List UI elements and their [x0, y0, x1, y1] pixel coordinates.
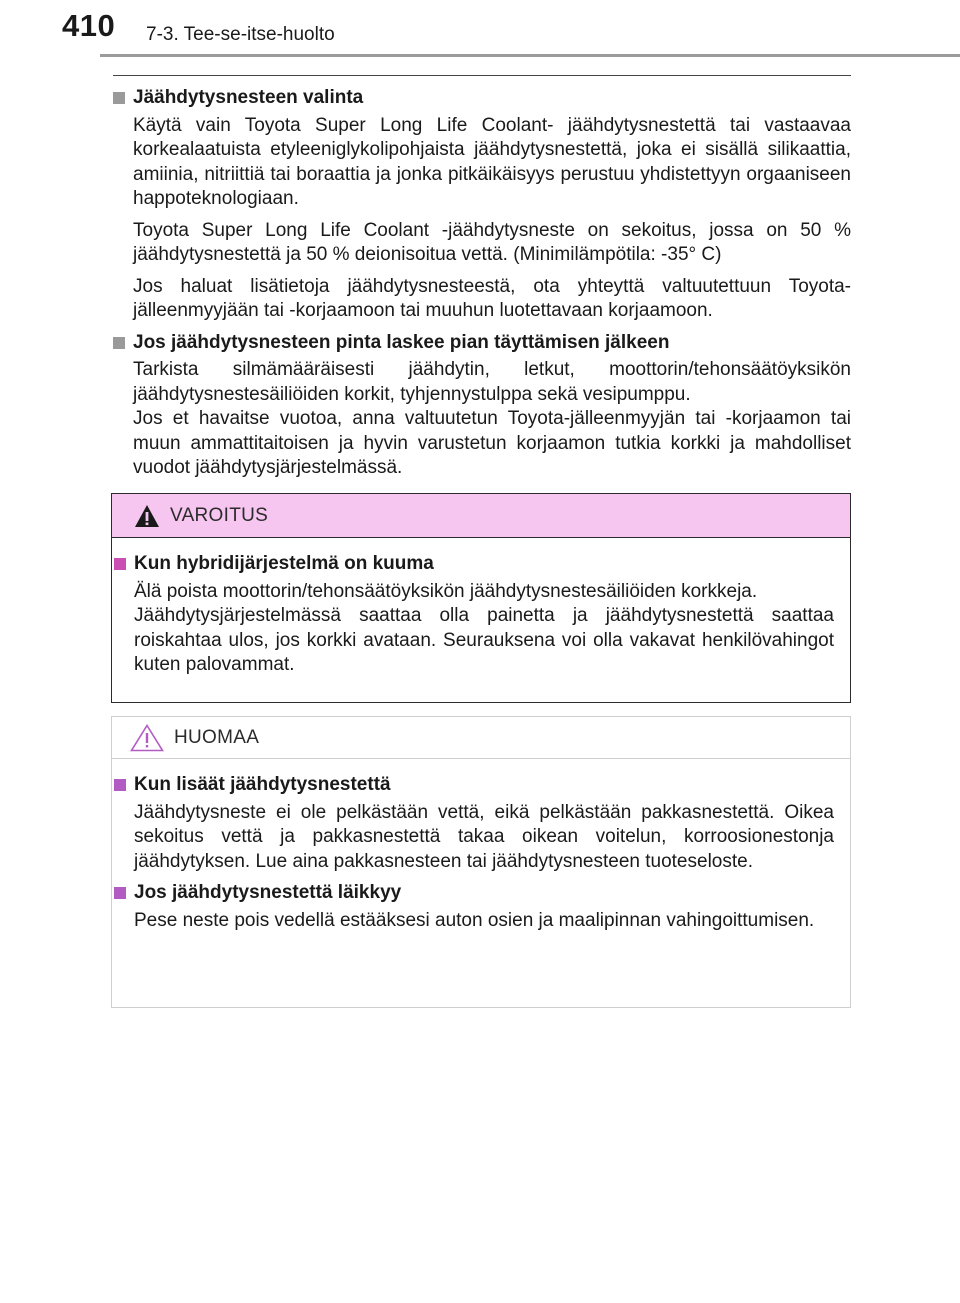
subheading-text: Jäähdytysnesteen valinta — [133, 87, 364, 108]
page-number: 410 — [62, 8, 116, 43]
paragraph: Toyota Super Long Life Coolant -jäähdytysneste on sekoitus, jossa on 50 % jäähdytysnestettä ja 50 % deionisoitua vettä. (Minimilämpötila: -35° C) — [133, 219, 851, 265]
top-rule — [113, 75, 851, 76]
warning-body — [112, 538, 850, 678]
square-bullet-icon — [114, 887, 126, 899]
notice-triangle-icon — [130, 724, 164, 752]
subheading — [114, 552, 834, 577]
paragraph: Jäähdytysjärjestelmässä saattaa olla painetta ja jäähdytysnestettä saattaa roiskahtaa ulos, jos korkki avataan. Seurauksena voi olla vakavat henkilövahingot kuten palovammat. — [134, 605, 834, 675]
notice-box — [111, 716, 851, 1008]
notice-header — [112, 717, 850, 759]
subheading-text: Kun lisäät jäähdytysnestettä — [134, 774, 391, 795]
square-bullet-icon — [114, 558, 126, 570]
paragraph: Käytä vain Toyota Super Long Life Coolant- jäähdytysnestettä tai vastaavaa korkealaatuista etyleeniglykolipohjaista jäähdytysnestettä, joka ei sisällä silikaattia, amiinia, nitriittiä tai boraattia ja jonka pitkäikäisyys perustuu yhdistettyyn orgaaniseen happoteknologiaan. — [133, 114, 851, 209]
notice-body — [112, 759, 850, 933]
paragraph: Jos et havaitse vuotoa, anna valtuutetun Toyota-jälleenmyyjän tai -korjaamon tai muun ammattitaitoisen ja hyvin varustetun korjaamon tutkia korkki ja mahdolliset vuodot jäähdytysjärjestelmässä. — [133, 408, 851, 478]
subheading — [114, 773, 834, 798]
main-content — [113, 86, 851, 488]
square-bullet-icon — [113, 337, 125, 349]
notice-title: HUOMAA — [174, 726, 260, 748]
subheading-text: Jos jäähdytysnesteen pinta laskee pian täyttämisen jälkeen — [133, 331, 670, 353]
warning-box — [111, 493, 851, 703]
paragraph: Jos haluat lisätietoja jäähdytysnesteestä, ota yhteyttä valtuutettuun Toyota-jälleenmyyjään tai -korjaamoon tai muuhun luotettavaan korjaamoon. — [133, 275, 851, 321]
paragraph: Älä poista moottorin/tehonsäätöyksikön jäähdytysnestesäiliöiden korkkeja. — [134, 580, 758, 602]
warning-triangle-icon — [134, 504, 160, 528]
warning-header — [112, 494, 850, 538]
warning-title: VAROITUS — [170, 504, 269, 526]
paragraph: Jäähdytysneste ei ole pelkästään vettä, eikä pelkästään pakkasnestettä. Oikea sekoitus vettä ja pakkasnestettä takaa oikean voitelun, korroosionestonja jäähdytyksen. Lue aina pakkasnesteen tai jäähdytysnesteen tuoteseloste. — [134, 801, 834, 872]
subheading — [113, 331, 851, 356]
paragraph: Tarkista silmämääräisesti jäähdytin, letkut, moottorin/tehonsäätöyksikön jäähdytysnestesäiliöiden korkit, tyhjennystulppa sekä vesipumppu. — [133, 359, 851, 405]
square-bullet-icon — [114, 779, 126, 791]
subheading-text: Jos jäähdytysnestettä läikkyy — [134, 882, 402, 903]
section-title: 7-3. Tee-se-itse-huolto — [146, 24, 335, 45]
paragraph: Pese neste pois vedellä estääksesi auton osien ja maalipinnan vahingoittumisen. — [134, 909, 815, 931]
subheading-text: Kun hybridijärjestelmä on kuuma — [134, 553, 434, 574]
subheading — [114, 881, 834, 906]
subheading — [113, 86, 851, 111]
square-bullet-icon — [113, 92, 125, 104]
header-rule — [100, 54, 960, 57]
